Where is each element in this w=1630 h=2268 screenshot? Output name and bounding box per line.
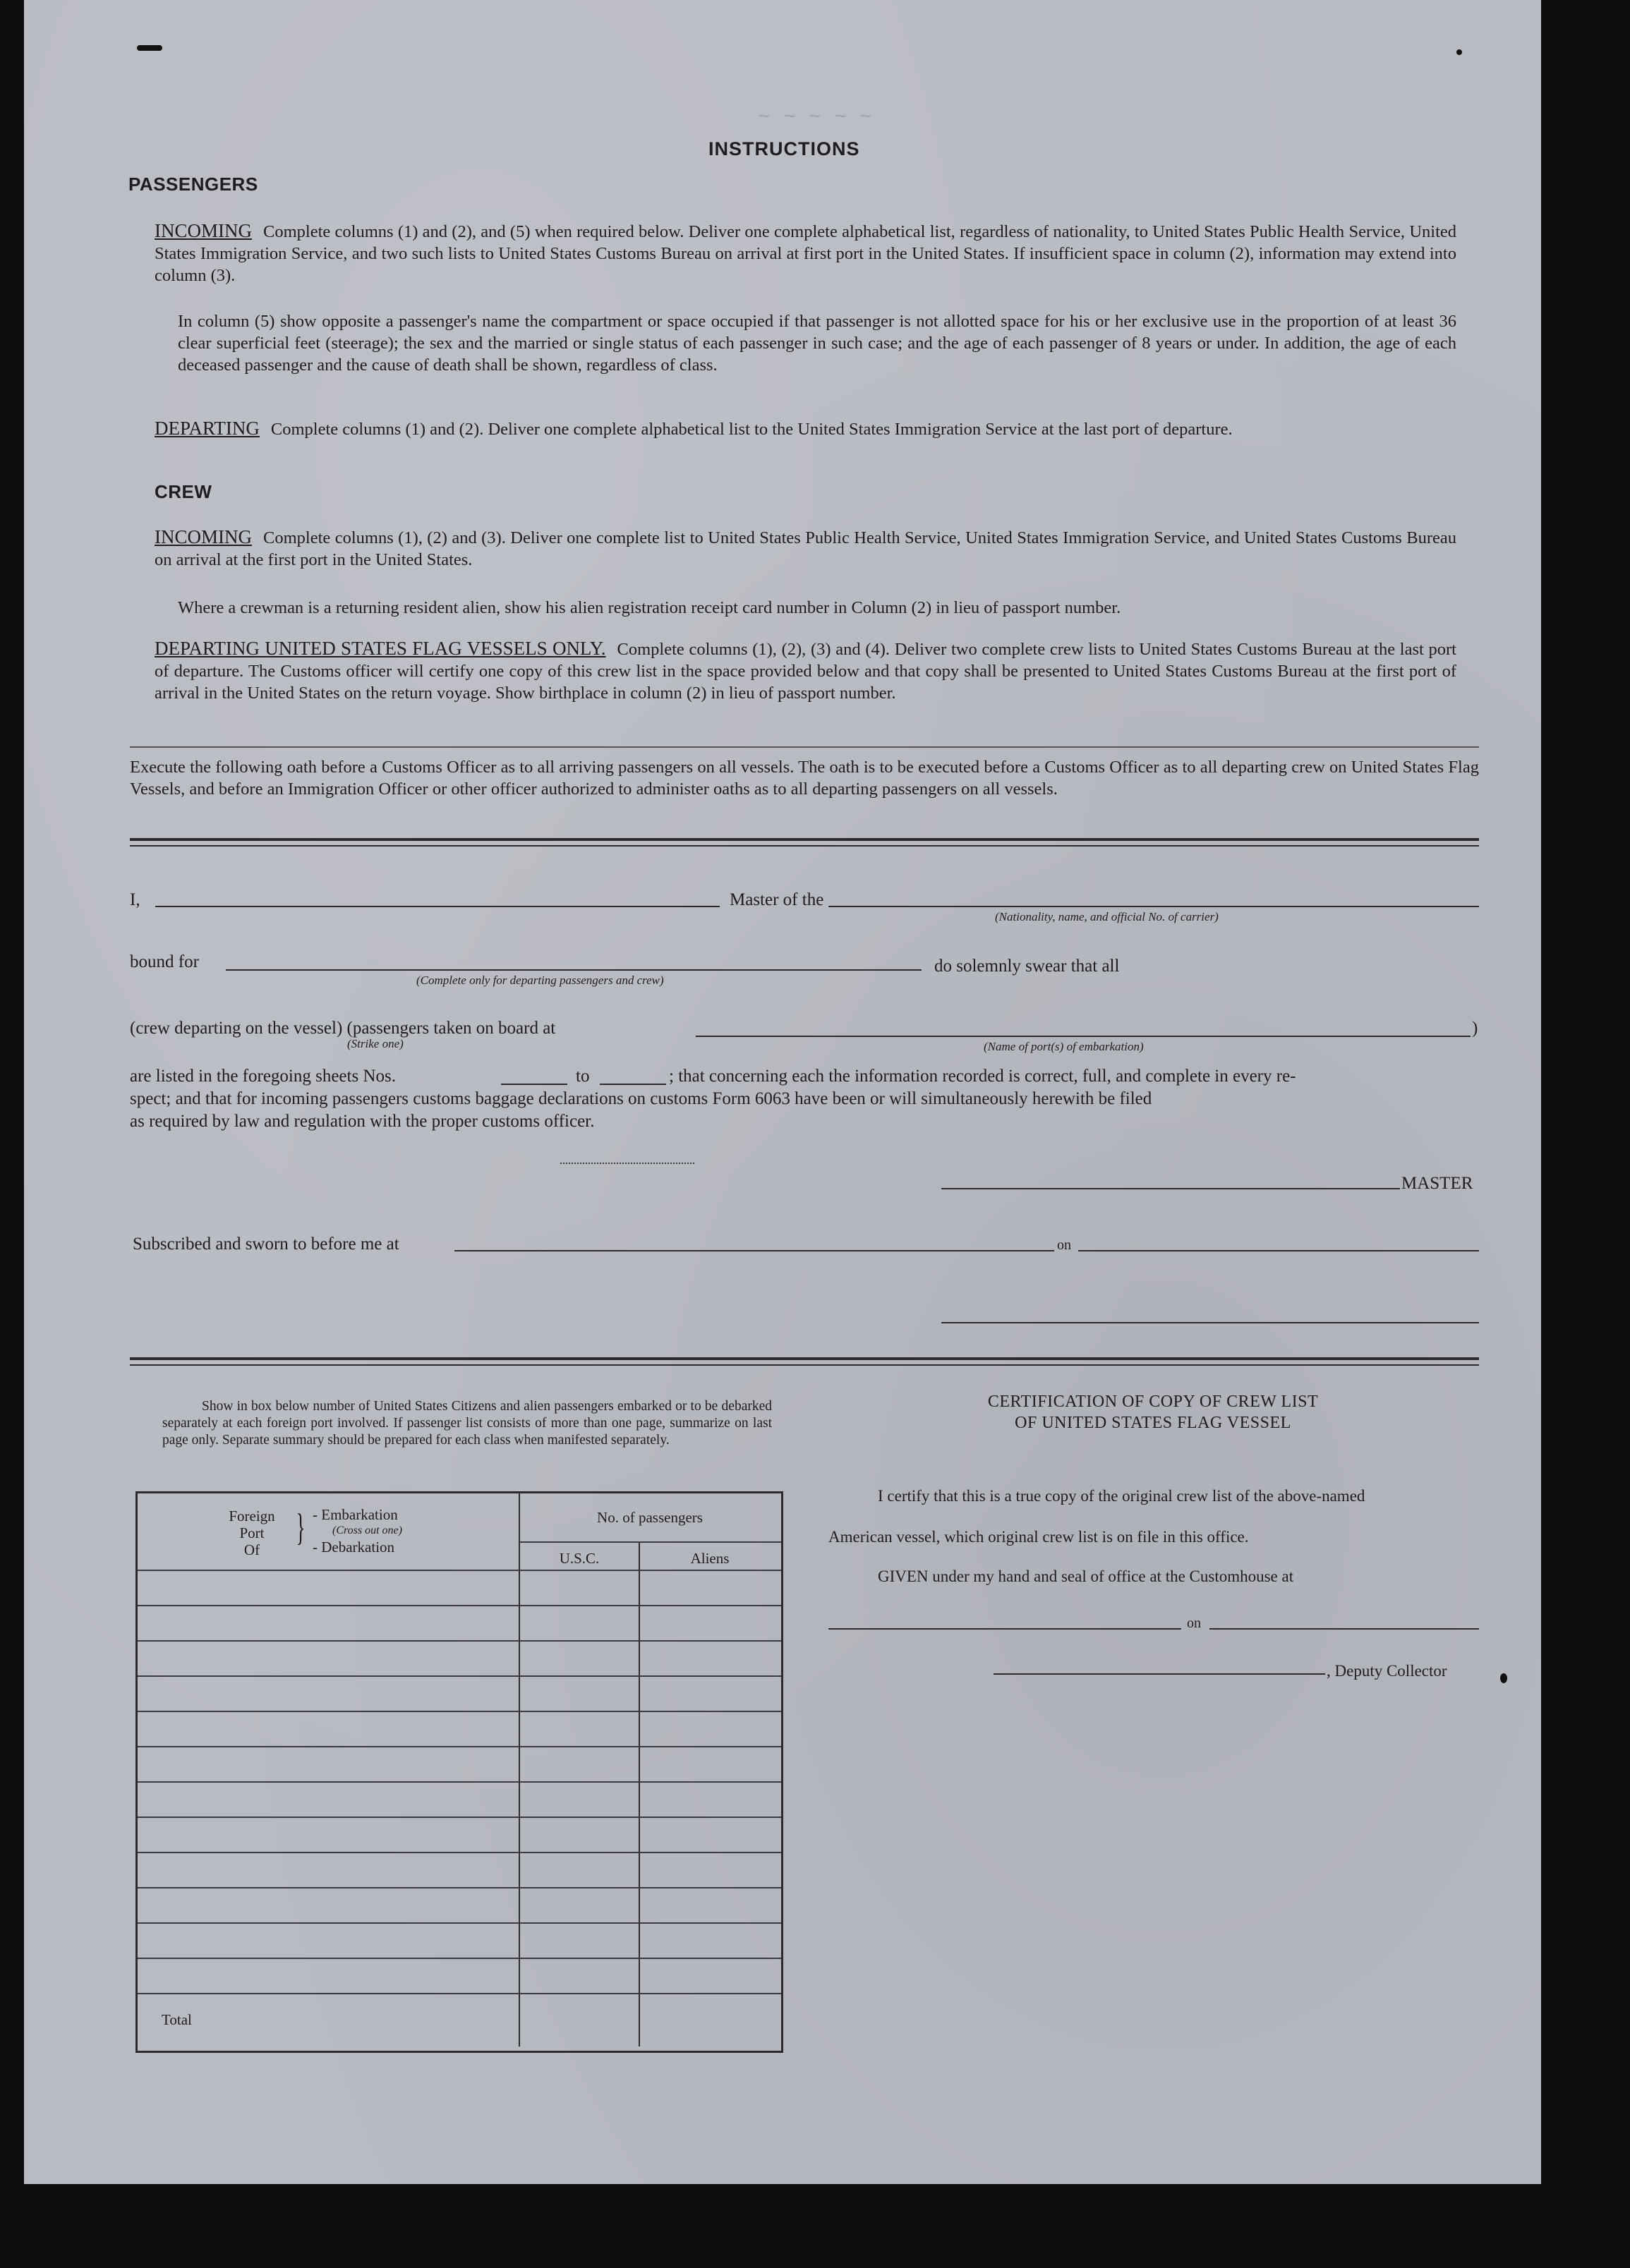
table-row[interactable] — [138, 1570, 781, 1571]
oath-line2: spect; and that for incoming passengers customs baggage declarations on customs Form 6063 have been or will simultaneously herewith be filed — [130, 1089, 1152, 1108]
bleedthrough-text: ~ ~ ~ ~ ~ — [758, 106, 873, 130]
port-label: Port — [239, 1524, 265, 1541]
passengers-incoming-text: Complete columns (1) and (2), and (5) when required below. Deliver one complete alphabetical list, regardless of nationality, to United States Public Health Service, United States Immigration Service, and two such lists to United States Customs Bureau on arrival at first port in the United States. If insufficient space in column (2), information may extend into column (3). — [155, 222, 1456, 285]
oath-line3: as required by law and regulation with the proper customs officer. — [130, 1112, 595, 1131]
table-rule — [519, 1541, 781, 1543]
passengers-departing-label: DEPARTING — [155, 418, 260, 439]
table-row[interactable] — [138, 1781, 781, 1783]
table-row[interactable] — [138, 1922, 781, 1924]
table-row[interactable] — [138, 1958, 781, 1959]
dotted-line — [560, 1163, 694, 1164]
crew-incoming-paragraph — [155, 526, 1456, 571]
officer-signature-line[interactable] — [941, 1322, 1479, 1323]
aliens-header: Aliens — [690, 1550, 730, 1567]
port-caption: (Name of port(s) of embarkation) — [984, 1040, 1144, 1053]
certification-title-line2: OF UNITED STATES FLAG VESSEL — [1015, 1414, 1291, 1432]
oath-master-of-the: Master of the — [730, 890, 824, 909]
sheet-to-line[interactable] — [600, 1084, 666, 1085]
double-rule — [130, 845, 1479, 847]
summary-instructions: Show in box below number of United States Citizens and alien passengers embarked or to be debarked separately at each foreign port involved. If passenger list consists of more than one page, summarize on last page only. Separate summary should be prepared for each class when manifested separately. — [162, 1399, 772, 1448]
oath-bound-for: bound for — [130, 952, 199, 971]
table-row[interactable] — [138, 1887, 781, 1888]
form-page — [24, 0, 1541, 2184]
punch-mark — [1456, 49, 1462, 55]
passengers-heading: PASSENGERS — [128, 174, 258, 195]
crew-departing-text: Complete columns (1), (2), (3) and (4). Deliver two complete crew lists to United States Customs Bureau at the last port of departure. The Customs officer will certify one copy of this crew list in the space provided below and that copy shall be presented to United States Customs Bureau at the first port of arrival in the United States on the return voyage. Show birthplace in column (2) in lieu of passport number. — [155, 640, 1456, 703]
table-row[interactable] — [138, 1852, 781, 1853]
embarkation-port-line[interactable] — [696, 1036, 1471, 1037]
punch-mark — [137, 45, 162, 51]
bound-caption: (Complete only for departing passengers and crew) — [416, 974, 664, 987]
strike-one-caption: (Strike one) — [347, 1037, 404, 1050]
master-signature-line[interactable] — [941, 1188, 1400, 1189]
nationality-caption: (Nationality, name, and official No. of carrier) — [995, 910, 1219, 923]
table-row[interactable] — [138, 1675, 781, 1677]
double-rule — [130, 1357, 1479, 1360]
passengers-departing-text: Complete columns (1) and (2). Deliver one complete alphabetical list to the United States Immigration Service at the last port of departure. — [270, 420, 1233, 439]
double-rule — [130, 1364, 1479, 1366]
oath-are-listed: are listed in the foregoing sheets Nos. — [130, 1067, 396, 1086]
crew-departing-label: DEPARTING UNITED STATES FLAG VESSELS ONLY. — [155, 638, 606, 659]
passengers-incoming-label: INCOMING — [155, 220, 252, 241]
carrier-line[interactable] — [828, 906, 1479, 907]
bound-for-line[interactable] — [226, 969, 922, 971]
passengers-incoming-paragraph — [155, 220, 1456, 286]
table-row[interactable] — [138, 1605, 781, 1606]
certification-title-line1: CERTIFICATION OF COPY OF CREW LIST — [987, 1393, 1319, 1411]
certification-on: on — [1187, 1615, 1201, 1631]
no-of-passengers-header: No. of passengers — [597, 1509, 703, 1526]
deputy-collector-line[interactable] — [994, 1673, 1325, 1675]
table-row[interactable] — [138, 1817, 781, 1818]
crew-incoming-text: Complete columns (1), (2) and (3). Deliver one complete list to United States Public Health Service, United States Immigration Service, and United States Customs Bureau on arrival at the first port in the United States. — [155, 528, 1456, 569]
oath-crew-departing: (crew departing on the vessel) (passengers taken on board at — [130, 1019, 556, 1038]
given-text: GIVEN under my hand and seal of office at the Customhouse at — [878, 1567, 1294, 1585]
oath-subscribed: Subscribed and sworn to before me at — [133, 1235, 399, 1254]
usc-header: U.S.C. — [559, 1550, 600, 1567]
sheet-from-line[interactable] — [501, 1084, 567, 1085]
oath-on: on — [1057, 1237, 1071, 1253]
crew-resident-paragraph: Where a crewman is a returning resident alien, show his alien registration receipt card number in Column (2) in lieu of passport number. — [178, 598, 1121, 617]
oath-concerning: ; that concerning each the information recorded is correct, full, and complete in every re- — [669, 1067, 1296, 1086]
master-label: MASTER — [1401, 1174, 1473, 1193]
divider — [130, 746, 1479, 748]
passengers-departing-paragraph — [155, 418, 1456, 440]
brace-glyph: } — [296, 1506, 306, 1548]
embarkation-label[interactable]: - Embarkation — [313, 1506, 398, 1523]
punch-mark — [1500, 1673, 1507, 1683]
passenger-summary-table — [135, 1491, 783, 2053]
oath-intro: Execute the following oath before a Customs Officer as to all arriving passengers on all vessels. The oath is to be executed before a Customs Officer as to all departing crew on United States Flag Vessels, and before an Immigration Officer or other officer authorized to administer oaths as to all departing passengers on all vessels. — [130, 758, 1479, 799]
crew-incoming-label: INCOMING — [155, 526, 252, 547]
deputy-collector-label: , Deputy Collector — [1327, 1662, 1447, 1680]
table-divider — [639, 1541, 640, 2046]
crew-heading: CREW — [155, 481, 212, 502]
total-label: Total — [162, 2011, 192, 2028]
table-divider — [519, 1493, 520, 2046]
cross-out-caption: (Cross out one) — [332, 1524, 402, 1536]
page-title: INSTRUCTIONS — [708, 138, 860, 159]
close-paren: ) — [1472, 1019, 1478, 1038]
subscribed-place-line[interactable] — [454, 1250, 1054, 1251]
table-row[interactable] — [138, 1640, 781, 1642]
oath-to: to — [576, 1067, 590, 1086]
table-row[interactable] — [138, 1711, 781, 1712]
passengers-column5-paragraph: In column (5) show opposite a passenger's name the compartment or space occupied if that passenger is not allotted space for his or her exclusive use in the proportion of at least 36 clear superficial feet (steerage); the sex and the married or single status of each passenger in such case; and the age of each passenger of 8 years or under. In addition, the age of each deceased passenger and the cause of death shall be shown, regardless of class. — [178, 312, 1456, 375]
subscribed-date-line[interactable] — [1078, 1250, 1479, 1251]
certify-text: I certify that this is a true copy of the original crew list of the above-named — [878, 1487, 1365, 1505]
customhouse-line[interactable] — [828, 1628, 1181, 1630]
of-label: Of — [243, 1541, 260, 1558]
certification-date-line[interactable] — [1209, 1628, 1479, 1630]
table-row[interactable] — [138, 1993, 781, 1994]
table-row[interactable] — [138, 1746, 781, 1747]
foreign-label: Foreign — [229, 1508, 275, 1524]
oath-i-label: I, — [130, 890, 140, 909]
oath-swear: do solemnly swear that all — [934, 957, 1120, 976]
crew-departing-paragraph — [155, 638, 1456, 704]
master-name-line[interactable] — [155, 906, 720, 907]
debarkation-label[interactable]: - Debarkation — [313, 1539, 395, 1556]
double-rule — [130, 838, 1479, 841]
american-vessel-text: American vessel, which original crew list is on file in this office. — [828, 1528, 1249, 1546]
